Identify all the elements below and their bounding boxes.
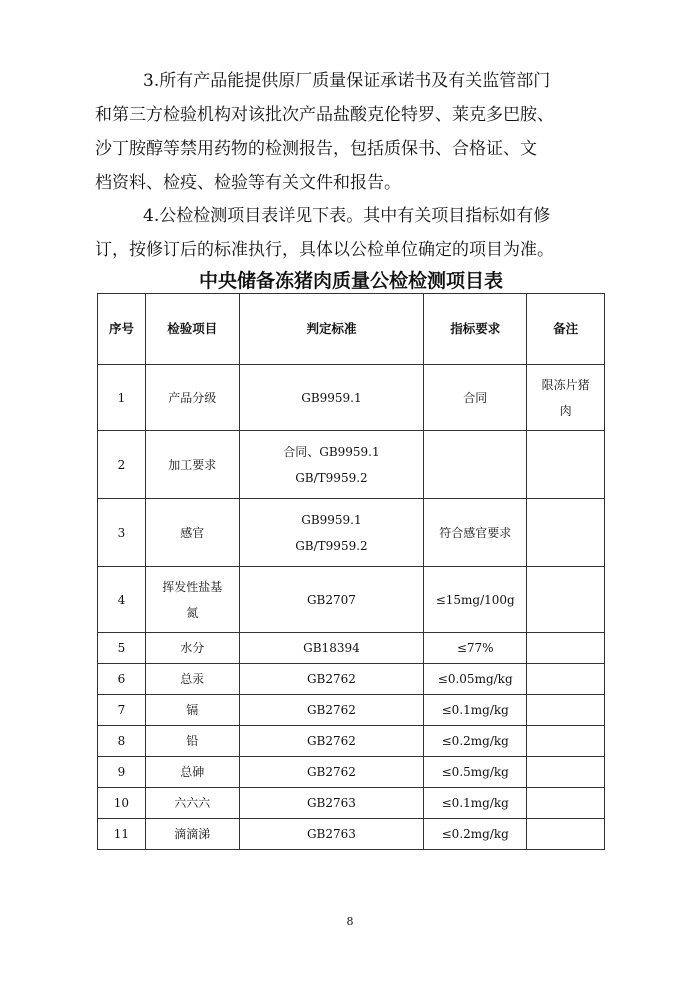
cell-no: 7 [98, 695, 146, 726]
cell-requirement: 合同 [424, 365, 527, 431]
header-standard: 判定标准 [239, 294, 424, 365]
cell-note [527, 726, 605, 757]
header-note: 备注 [527, 294, 605, 365]
cell-requirement: ≤0.5mg/kg [424, 757, 527, 788]
paragraph-line: 订，按修订后的标准执行，具体以公检单位确定的项目为准。 [95, 240, 554, 260]
table-row [98, 664, 605, 695]
cell-item: 总汞 [145, 664, 239, 695]
cell-standard: GB2762 [239, 726, 424, 757]
cell-no: 1 [98, 365, 146, 431]
cell-note [527, 757, 605, 788]
cell-note [527, 499, 605, 567]
table-header-row [98, 294, 605, 365]
cell-item: 感官 [145, 499, 239, 567]
cell-item: 镉 [145, 695, 239, 726]
table-row [98, 431, 605, 499]
table-row [98, 633, 605, 664]
cell-requirement: ≤15mg/100g [424, 567, 527, 633]
cell-requirement: 符合感官要求 [424, 499, 527, 567]
standard-line: GB9959.1 [301, 512, 362, 527]
cell-standard: GB2762 [239, 695, 424, 726]
paragraph-line: 3.所有产品能提供原厂质量保证承诺书及有关监管部门 [143, 71, 551, 91]
standard-line: 合同、GB9959.1 [283, 444, 380, 459]
cell-standard [239, 499, 424, 567]
table-row [98, 499, 605, 567]
cell-no: 4 [98, 567, 146, 633]
cell-note [527, 695, 605, 726]
cell-standard: GB2763 [239, 788, 424, 819]
cell-no: 6 [98, 664, 146, 695]
cell-note [527, 431, 605, 499]
table-row [98, 365, 605, 431]
standard-line: GB/T9959.2 [295, 538, 368, 553]
cell-item: 水分 [145, 633, 239, 664]
cell-requirement: ≤0.2mg/kg [424, 819, 527, 850]
header-requirement: 指标要求 [424, 294, 527, 365]
cell-no: 3 [98, 499, 146, 567]
cell-note [527, 788, 605, 819]
cell-note [527, 633, 605, 664]
note-line: 肉 [559, 403, 572, 418]
cell-item: 加工要求 [145, 431, 239, 499]
cell-standard: GB18394 [239, 633, 424, 664]
table-row [98, 757, 605, 788]
paragraph-line: 4.公检检测项目表详见下表。其中有关项目指标如有修 [143, 206, 551, 226]
paragraph-line: 和第三方检验机构对该批次产品盐酸克伦特罗、莱克多巴胺、 [95, 105, 554, 125]
paragraph-4 [95, 199, 615, 267]
cell-item: 滴滴涕 [145, 819, 239, 850]
cell-item: 总砷 [145, 757, 239, 788]
cell-note [527, 664, 605, 695]
table-row [98, 788, 605, 819]
cell-requirement: ≤0.05mg/kg [424, 664, 527, 695]
table-row [98, 819, 605, 850]
cell-standard: GB2762 [239, 664, 424, 695]
page-number: 8 [346, 915, 354, 928]
cell-item: 六六六 [145, 788, 239, 819]
cell-no: 11 [98, 819, 146, 850]
cell-requirement [424, 431, 527, 499]
table-row [98, 726, 605, 757]
cell-requirement: ≤77% [424, 633, 527, 664]
cell-requirement: ≤0.2mg/kg [424, 726, 527, 757]
cell-no: 2 [98, 431, 146, 499]
inspection-table [97, 293, 605, 850]
header-item: 检验项目 [145, 294, 239, 365]
note-line: 限冻片猪 [541, 377, 590, 392]
cell-standard: GB9959.1 [239, 365, 424, 431]
standard-line: GB/T9959.2 [295, 470, 368, 485]
cell-note [527, 567, 605, 633]
cell-no: 5 [98, 633, 146, 664]
cell-standard: GB2762 [239, 757, 424, 788]
cell-requirement: ≤0.1mg/kg [424, 695, 527, 726]
cell-standard [239, 431, 424, 499]
cell-no: 8 [98, 726, 146, 757]
cell-standard: GB2707 [239, 567, 424, 633]
cell-no: 10 [98, 788, 146, 819]
cell-item: 产品分级 [145, 365, 239, 431]
cell-item [145, 567, 239, 633]
cell-item: 铅 [145, 726, 239, 757]
paragraph-line: 沙丁胺醇等禁用药物的检测报告，包括质保书、合格证、文 [95, 139, 537, 159]
cell-note [527, 365, 605, 431]
table-row [98, 695, 605, 726]
cell-note [527, 819, 605, 850]
item-line: 挥发性盐基 [162, 579, 223, 594]
cell-requirement: ≤0.1mg/kg [424, 788, 527, 819]
paragraph-line: 档资料、检疫、检验等有关文件和报告。 [95, 173, 401, 193]
header-no: 序号 [98, 294, 146, 365]
paragraph-3 [95, 64, 615, 200]
table-row [98, 567, 605, 633]
item-line: 氮 [186, 605, 199, 620]
table-title: 中央储备冻猪肉质量公检检测项目表 [198, 270, 503, 292]
cell-no: 9 [98, 757, 146, 788]
cell-standard: GB2763 [239, 819, 424, 850]
